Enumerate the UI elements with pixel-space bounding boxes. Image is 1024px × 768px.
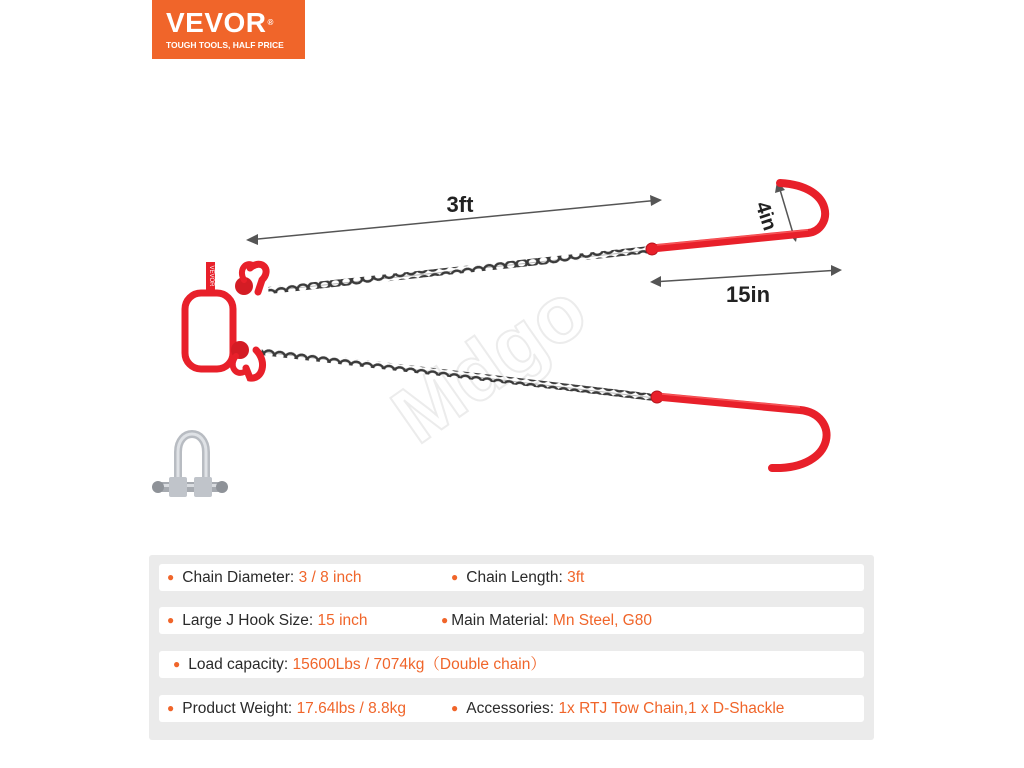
- watermark: [376, 265, 602, 460]
- brand-name: VEVOR: [166, 7, 267, 38]
- dimension-hook-length: [650, 265, 842, 307]
- upper-j-hook: [646, 183, 825, 255]
- spec-row: [159, 695, 864, 722]
- bullet-icon: ●: [167, 701, 175, 715]
- dimension-chain-length: [246, 192, 662, 245]
- spec-row: [159, 564, 864, 591]
- spec-accessories: ● Accessories: 1x RTJ Tow Chain,1 x D-Shackle: [451, 700, 785, 717]
- hook-length-label: 15in: [725, 282, 771, 307]
- spec-load-capacity: ● Load capacity: 15600Lbs / 7074kg（Double chain）: [173, 656, 546, 673]
- registered-mark: ®: [267, 18, 274, 27]
- spec-main-material: ● Main Material: Mn Steel, G80: [441, 612, 652, 629]
- bullet-icon: ●: [451, 701, 459, 715]
- grab-hook-lower: [231, 341, 263, 378]
- spec-chain-diameter: ● Chain Diameter: 3 / 8 inch: [167, 569, 362, 586]
- spec-panel: [149, 555, 874, 740]
- svg-text:VEVOR: VEVOR: [208, 265, 214, 287]
- hook-opening-label: 4in: [750, 199, 781, 234]
- brand-tagline: TOUGH TOOLS, HALF PRICE: [166, 40, 284, 50]
- grab-hook-upper: [235, 264, 266, 295]
- master-link: [185, 262, 233, 369]
- bullet-icon: ●: [451, 570, 459, 584]
- spec-product-weight: ● Product Weight: 17.64lbs / 8.8kg: [167, 700, 407, 717]
- spec-row: [159, 651, 864, 678]
- bullet-icon: ●: [167, 570, 175, 584]
- lower-j-hook: [651, 391, 827, 468]
- spec-row: [159, 607, 864, 634]
- d-shackle: [152, 434, 228, 497]
- chain-length-label: 3ft: [446, 192, 474, 217]
- svg-text:Mdgo: Mdgo: [376, 264, 603, 461]
- bullet-icon: ●: [173, 657, 181, 671]
- bullet-icon: ●: [441, 613, 449, 627]
- spec-hook-size: ● Large J Hook Size: 15 inch: [167, 612, 368, 629]
- spec-chain-length: ● Chain Length: 3ft: [451, 569, 585, 586]
- bullet-icon: ●: [167, 613, 175, 627]
- upper-chain: [268, 246, 651, 294]
